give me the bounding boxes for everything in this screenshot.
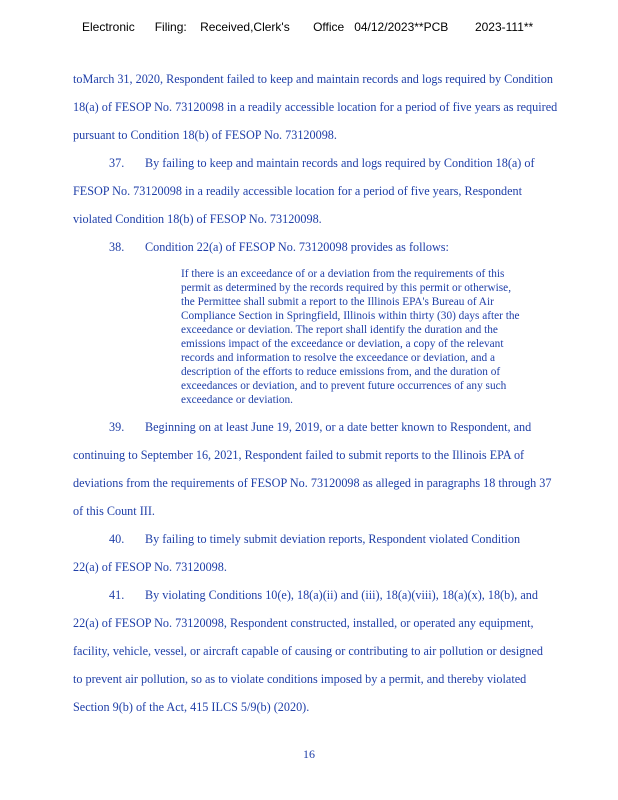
page-number: 16 xyxy=(303,747,315,761)
paragraph-39-line-1: Beginning on at least June 19, 2019, or a date better known to Respondent, and xyxy=(145,420,532,434)
header-electronic: Electronic xyxy=(82,20,135,34)
paragraph-38-number: 38. xyxy=(109,240,125,254)
paragraph-39-line-4: of this Count III. xyxy=(73,504,155,518)
header-case: 2023-111** xyxy=(474,20,534,34)
block-quote-line: records and information to resolve the exceedance or deviation, and a xyxy=(181,352,495,364)
paragraph-39-line-3: deviations from the requirements of FESOP No. 73120098 as alleged in paragraphs 18 through 37 xyxy=(73,476,552,490)
block-quote-line: permit as determined by the records required by this permit or otherwise, xyxy=(181,282,512,294)
paragraph-40-line-2: 22(a) of FESOP No. 73120098. xyxy=(73,560,227,574)
paragraph-37-line-1: By failing to keep and maintain records and logs required by Condition 18(a) of xyxy=(145,156,535,170)
filing-header xyxy=(82,20,533,34)
block-quote-line: exceedances or deviation, and to prevent future occurrences of any such xyxy=(181,380,507,392)
block-quote-line: exceedance or deviation. The report shall identify the duration and the xyxy=(181,324,498,336)
block-quote-line: exceedance or deviation. xyxy=(181,394,293,406)
header-office: Office xyxy=(313,20,345,34)
header-received: Received,Clerk's xyxy=(200,20,290,34)
paragraph-41-line-2: 22(a) of FESOP No. 73120098, Respondent constructed, installed, or operated any equipment, xyxy=(73,616,534,630)
continuation-line-2: 18(a) of FESOP No. 73120098 in a readily accessible location for a period of five years as required xyxy=(73,100,558,114)
continuation-line-1: toMarch 31, 2020, Respondent failed to keep and maintain records and logs required by Condition xyxy=(73,72,553,86)
paragraph-41-number: 41. xyxy=(109,588,125,602)
continuation-line-3: pursuant to Condition 18(b) of FESOP No. 73120098. xyxy=(73,128,337,142)
paragraph-41-line-1: By violating Conditions 10(e), 18(a)(ii) and (iii), 18(a)(viii), 18(a)(x), 18(b), and xyxy=(145,588,538,602)
block-quote xyxy=(181,267,593,407)
paragraph-41-line-3: facility, vehicle, vessel, or aircraft capable of causing or contributing to air pollution or designed xyxy=(73,644,543,658)
paragraph-39-line-2: continuing to September 16, 2021, Respondent failed to submit reports to the Illinois EPA of xyxy=(73,448,525,462)
block-quote-line: emissions impact of the exceedance or deviation, a copy of the relevant xyxy=(181,338,504,350)
paragraph-39-number: 39. xyxy=(109,420,125,434)
block-quote-line: the Permittee shall submit a report to the Illinois EPA's Bureau of Air xyxy=(181,296,494,308)
header-date: 04/12/2023**PCB xyxy=(354,20,449,34)
paragraph-38-line-1: Condition 22(a) of FESOP No. 73120098 provides as follows: xyxy=(145,240,449,254)
block-quote-line: description of the efforts to reduce emissions from, and the duration of xyxy=(181,366,501,378)
paragraph-41-line-5: Section 9(b) of the Act, 415 ILCS 5/9(b) (2020). xyxy=(73,700,310,714)
paragraph-37-line-2: FESOP No. 73120098 in a readily accessible location for a period of five years, Respondent xyxy=(73,184,523,198)
paragraph-37-number: 37. xyxy=(109,156,125,170)
paragraph-37-line-3: violated Condition 18(b) of FESOP No. 73120098. xyxy=(73,212,322,226)
block-quote-line: If there is an exceedance of or a deviation from the requirements of this xyxy=(181,268,505,280)
paragraph-40-line-1: By failing to timely submit deviation reports, Respondent violated Condition xyxy=(145,532,521,546)
paragraph-40-number: 40. xyxy=(109,532,125,546)
header-filing: Filing: xyxy=(154,20,187,34)
block-quote-line: Compliance Section in Springfield, Illinois within thirty (30) days after the xyxy=(181,310,520,322)
paragraph-41-line-4: to prevent air pollution, so as to violate conditions imposed by a permit, and thereby violated xyxy=(73,672,527,686)
